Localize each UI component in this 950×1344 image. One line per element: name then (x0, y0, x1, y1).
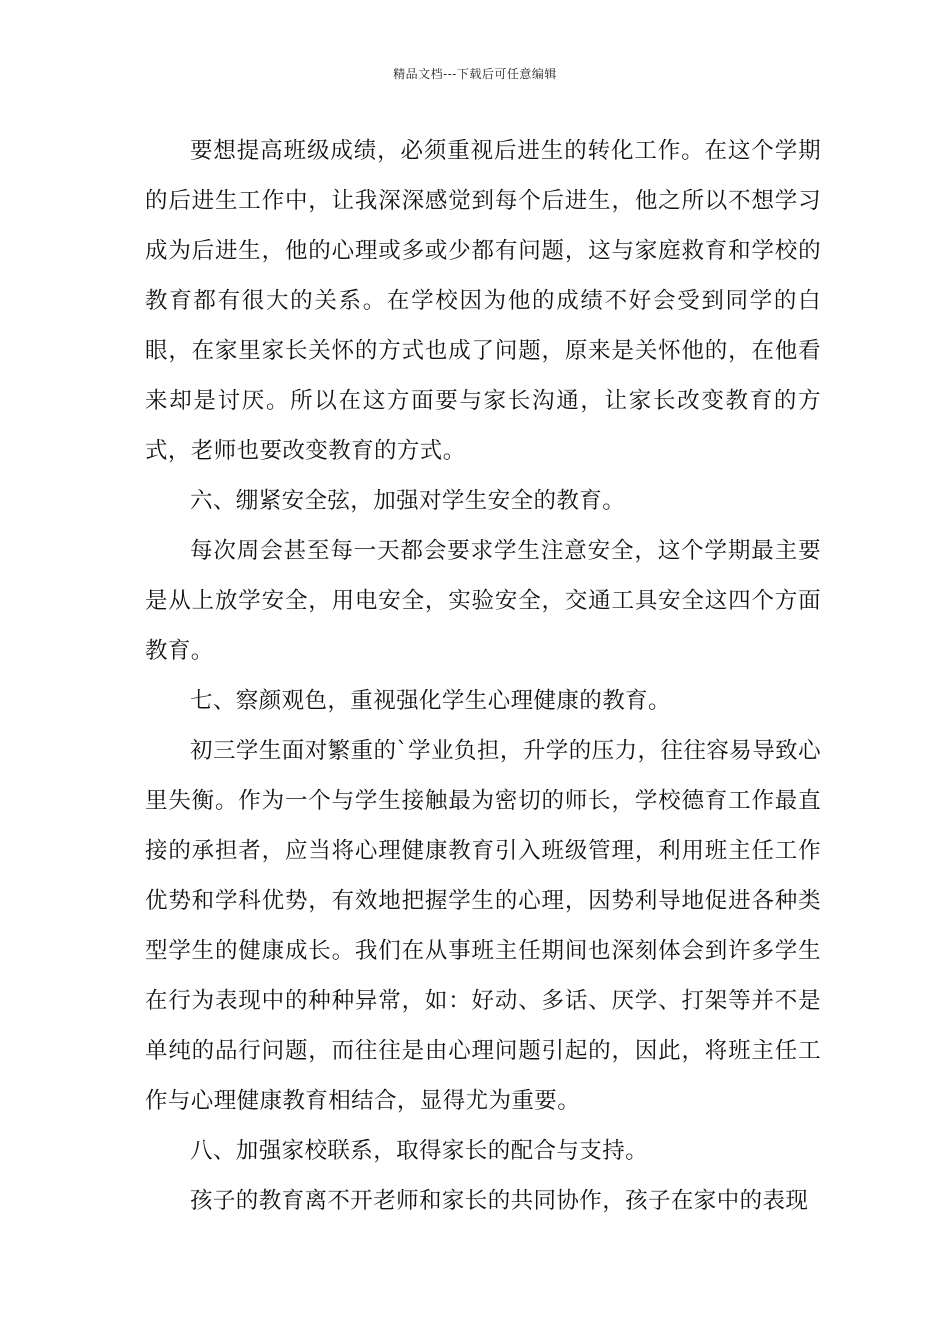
page-header: 精品文档---下载后可任意编辑 (393, 67, 557, 81)
paragraph-transform-underachievers: 要想提高班级成绩，必须重视后进生的转化工作。在这个学期的后进生工作中，让我深深感觉到每个后进生，他之所以不想学习成为后进生，他的心理或多或少都有问题，这与家庭救育和学校的教育都有很大的关系。在学校因为他的成绩不好会受到同学的白眼，在家里家长关怀的方式也成了问题，原来是关怀他的，在他看来却是讨厌。所以在这方面要与家长沟通，让家长改变教育的方式，老师也要改变教育的方式。 (145, 138, 821, 464)
section-heading-eight: 八、加强家校联系，取得家长的配合与支持。 (190, 1138, 649, 1164)
document-body (145, 126, 821, 1226)
section-heading-seven: 七、察颜观色，重视强化学生心理健康的教育。 (190, 688, 671, 714)
section-heading-six: 六、绷紧安全弦，加强对学生安全的教育。 (190, 488, 626, 514)
paragraph-safety-education: 每次周会甚至每一天都会要求学生注意安全，这个学期最主要是从上放学安全，用电安全，实验安全，交通工具安全这四个方面教育。 (145, 538, 821, 664)
paragraph-mental-health: 初三学生面对繁重的`学业负担，升学的压力，往往容易导致心里失衡。作为一个与学生接触最为密切的师长，学校德育工作最直接的承担者，应当将心理健康教育引入班级管理，利用班主任工作优势和学科优势，有效地把握学生的心理，因势利导地促进各种类型学生的健康成长。我们在从事班主任期间也深刻体会到许多学生在行为表现中的种种异常，如：好动、多话、厌学、打架等并不是单纯的品行问题，而往往是由心理问题引起的，因此，将班主任工作与心理健康教育相结合，显得尤为重要。 (145, 738, 821, 1114)
paragraph-home-school: 孩子的教育离不开老师和家长的共同协作，孩子在家中的表现 (190, 1188, 809, 1214)
